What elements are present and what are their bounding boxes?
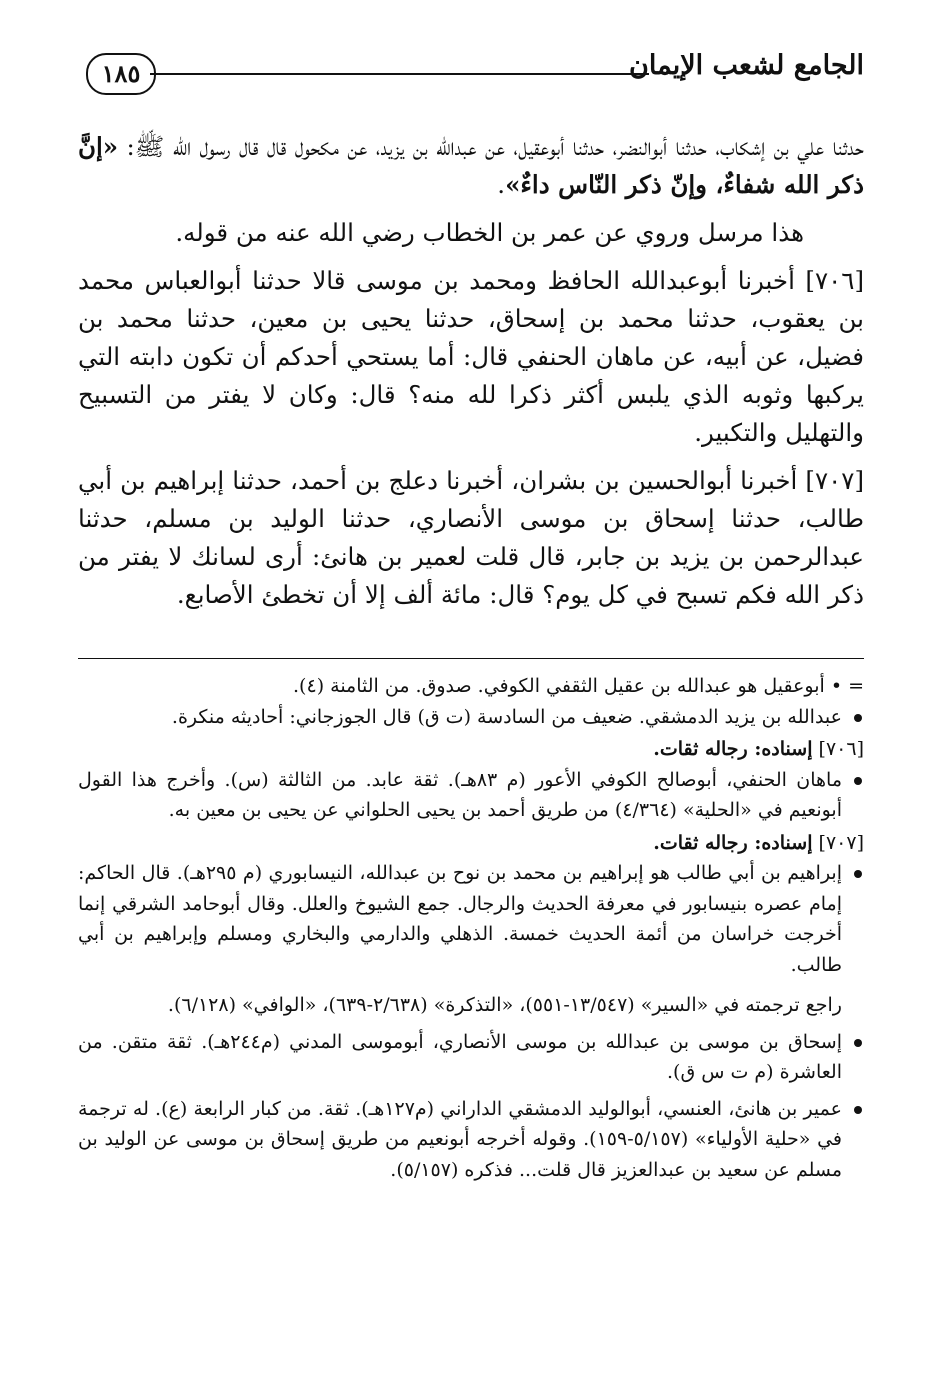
hadith-end: . xyxy=(497,170,506,199)
paragraph-hadith-makhul xyxy=(78,128,864,204)
hadith-quote: «إنَّ ذكر الله شفاءٌ، وإنّ ذكر النّاس داءٌ» xyxy=(78,132,864,199)
hadith-chain: حدثنا علي بن إشكاب، حدثنا أبوالنضر، حدثنا أبوعقيل، عن عبدالله بن يزيد، عن مكحول قال قال رسول الله ﷺ: xyxy=(118,132,864,161)
page-number: ١٨٥ xyxy=(86,53,156,95)
footnote-ishaq: إسحاق بن موسى بن عبدالله بن موسى الأنصاري، أبوموسى المدني (م٢٤٤هـ). ثقة متقن. من العاشرة (م ت س ق). xyxy=(78,1027,864,1088)
footnote-umair: عمير بن هانئ، العنسي، أبوالوليد الدمشقي الداراني (م١٢٧هـ). ثقة. من كبار الرابعة (ع). له ترجمة في «حلية الأولياء» (٥/١٥٧-١٥٩). وقوله أخرجه أبونعيم من طريق إسحاق بن موسى عن الوليد بن مسلم عن سعيد بن عبدالعزيز قال قلت... فذكره (٥/١٥٧). xyxy=(78,1094,864,1186)
footnote-abdullah-yazid: عبدالله بن يزيد الدمشقي. ضعيف من السادسة (ت ق) قال الجوزجاني: أحاديثه منكرة. xyxy=(78,702,864,733)
footnote-ibrahim: إبراهيم بن أبي طالب هو إبراهيم بن محمد بن نوح بن عبدالله، النيسابوري (م ٢٩٥هـ). قال الحاكم: إمام عصره بنيسابور في معرفة الحديث والرجال. جمع الشيوخ والعلل. وقال أبوحامد الشرقي إنما أخرجت خراسان من أئمة الحديث خمسة. الذهلي والدارمي والبخاري ومسلم وإبراهيم بن أبي طالب. xyxy=(78,858,864,980)
main-text xyxy=(78,128,864,624)
page-header xyxy=(78,40,864,100)
paragraph-hadith-706: [٧٠٦] أخبرنا أبوعبدالله الحافظ ومحمد بن موسى قالا حدثنا أبوالعباس محمد بن يعقوب، حدثنا محمد بن إسحاق، حدثنا يحيى بن معين، حدثنا محمد بن فضيل، عن أبيه، عن ماهان الحنفي قال: أما يستحي أحدكم أن تكون دابته التي يركبها وثوبه الذي يلبس أكثر ذكرا لله منه؟ قال: وكان لا يفتر من التسبيح والتهليل والتكبير. xyxy=(78,266,864,447)
footnote-label-706: إسناده: رجاله ثقات. xyxy=(653,738,813,760)
running-title: الجامع لشعب الإيمان xyxy=(629,50,864,81)
footnote-abu-aqil: = • أبوعقيل هو عبدالله بن عقيل الثقفي الكوفي. صدوق. من الثامنة (٤). xyxy=(293,675,864,697)
footnote-heading-706 xyxy=(78,734,864,765)
footnotes xyxy=(78,658,864,1185)
book-page xyxy=(78,40,864,1181)
paragraph-hadith-707: [٧٠٧] أخبرنا أبوالحسين بن بشران، أخبرنا دعلج بن أحمد، حدثنا إبراهيم بن أبي طالب، حدثنا إسحاق بن موسى الأنصاري، حدثنا الوليد بن مسلم، حدثنا عبدالرحمن بن يزيد بن جابر، قال قلت لعمير بن هانئ: أرى لسانك لا يفتر من ذكر الله فكم تسبح في كل يوم؟ قال: مائة ألف إلا أن تخطئ الأصابع. xyxy=(78,466,864,609)
footnote-number-706: [٧٠٦] xyxy=(812,738,864,760)
paragraph-mursal-note: هذا مرسل وروي عن عمر بن الخطاب رضي الله عنه من قوله. xyxy=(175,218,804,247)
footnote-number-707: [٧٠٧] xyxy=(812,831,864,854)
footnote-mahan: ماهان الحنفي، أبوصالح الكوفي الأعور (م ٨٣هـ). ثقة عابد. من الثالثة (س). وأخرج هذا القول أبونعيم في «الحلية» (٤/٣٦٤) من طريق أحمد بن يحيى الحلواني عن يحيى بن معين به. xyxy=(78,765,864,826)
footnote-heading-707 xyxy=(78,828,864,859)
footnote-label-707: إسناده: رجاله ثقات. xyxy=(653,831,813,854)
header-rule xyxy=(150,73,649,75)
footnote-ibrahim-refs: راجع ترجمته في «السير» (١٣/٥٤٧-٥٥١)، «التذكرة» (٢/٦٣٨-٦٣٩)، «الوافي» (٦/١٢٨). xyxy=(167,994,842,1016)
